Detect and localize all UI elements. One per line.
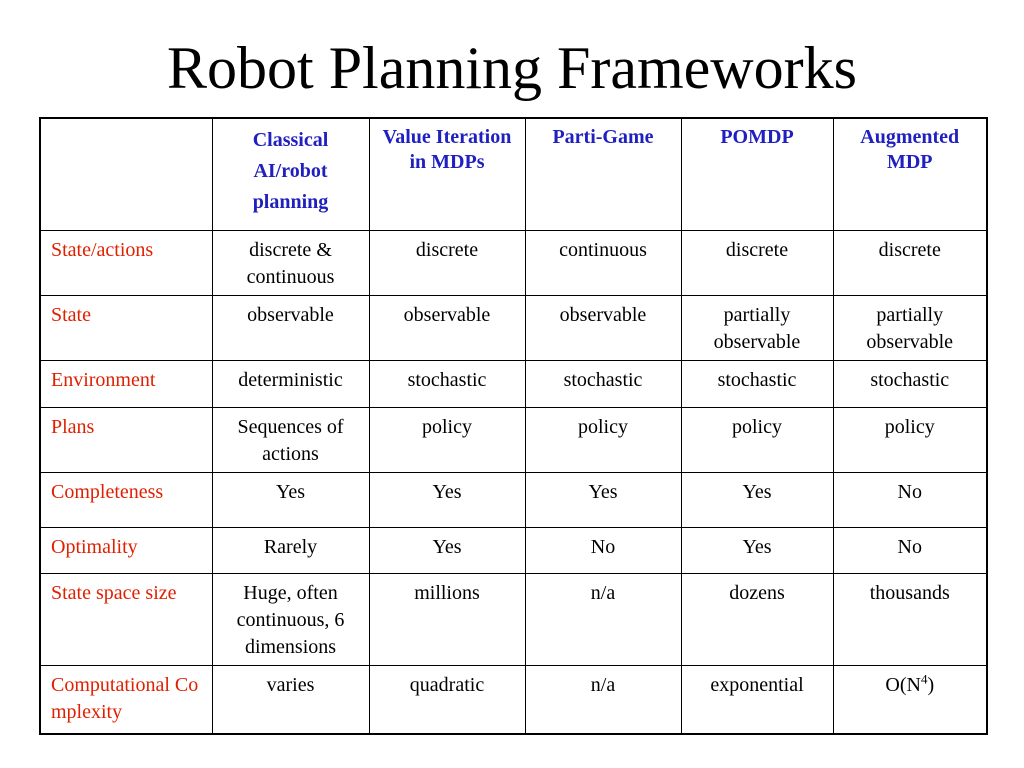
table-row — [40, 295, 987, 360]
table-row — [40, 472, 987, 527]
table-cell: discrete & continuous — [212, 230, 369, 295]
table-cell: deterministic — [212, 360, 369, 407]
row-label: Completeness — [40, 472, 212, 527]
header-augmented-mdp: Augmented MDP — [833, 118, 987, 230]
table-cell: Huge, often continuous, 6 dimensions — [212, 573, 369, 665]
table-cell: policy — [833, 407, 987, 472]
row-label: State/actions — [40, 230, 212, 295]
table-cell: observable — [212, 295, 369, 360]
table-cell: Yes — [369, 527, 525, 573]
table-cell: dozens — [681, 573, 833, 665]
table-cell: Sequences of actions — [212, 407, 369, 472]
header-pomdp: POMDP — [681, 118, 833, 230]
row-label: Computational Complexity — [40, 665, 212, 734]
table-cell: policy — [369, 407, 525, 472]
table-row — [40, 573, 987, 665]
table-cell: continuous — [525, 230, 681, 295]
complexity-base: O(N — [885, 673, 921, 696]
table-cell: millions — [369, 573, 525, 665]
table-cell: No — [833, 472, 987, 527]
table-cell — [833, 665, 987, 734]
header-parti-game: Parti-Game — [525, 118, 681, 230]
table-row — [40, 230, 987, 295]
table-row — [40, 407, 987, 472]
table-row — [40, 665, 987, 734]
table-cell: stochastic — [525, 360, 681, 407]
table-cell: partially observable — [681, 295, 833, 360]
table-cell: Yes — [681, 472, 833, 527]
table-cell: policy — [681, 407, 833, 472]
table-cell: Rarely — [212, 527, 369, 573]
table-cell: n/a — [525, 665, 681, 734]
frameworks-table — [39, 117, 988, 735]
table-cell: discrete — [833, 230, 987, 295]
row-label: State space size — [40, 573, 212, 665]
row-label: State — [40, 295, 212, 360]
table-cell: policy — [525, 407, 681, 472]
slide-title: Robot Planning Frameworks — [167, 35, 857, 101]
table-cell: exponential — [681, 665, 833, 734]
table-cell: observable — [369, 295, 525, 360]
table-cell: quadratic — [369, 665, 525, 734]
table-row — [40, 527, 987, 573]
row-label: Optimality — [40, 527, 212, 573]
table-cell: observable — [525, 295, 681, 360]
table-cell: n/a — [525, 573, 681, 665]
table-cell: Yes — [681, 527, 833, 573]
header-corner — [40, 118, 212, 230]
table-cell: discrete — [369, 230, 525, 295]
table-cell: stochastic — [833, 360, 987, 407]
table-cell: No — [833, 527, 987, 573]
complexity-close: ) — [927, 673, 935, 696]
table-row — [40, 360, 987, 407]
table-cell: Yes — [525, 472, 681, 527]
header-row — [40, 118, 987, 230]
table-cell: No — [525, 527, 681, 573]
table-cell: stochastic — [681, 360, 833, 407]
row-label: Environment — [40, 360, 212, 407]
header-value-iteration: Value Iteration in MDPs — [369, 118, 525, 230]
complexity-exponent: 4 — [920, 670, 928, 686]
table-cell: partially observable — [833, 295, 987, 360]
table-cell: thousands — [833, 573, 987, 665]
row-label: Plans — [40, 407, 212, 472]
table-cell: Yes — [369, 472, 525, 527]
table-cell: Yes — [212, 472, 369, 527]
table-cell: stochastic — [369, 360, 525, 407]
header-classical-planning: Classical AI/robot planning — [212, 118, 369, 230]
table-cell: discrete — [681, 230, 833, 295]
table-cell: varies — [212, 665, 369, 734]
